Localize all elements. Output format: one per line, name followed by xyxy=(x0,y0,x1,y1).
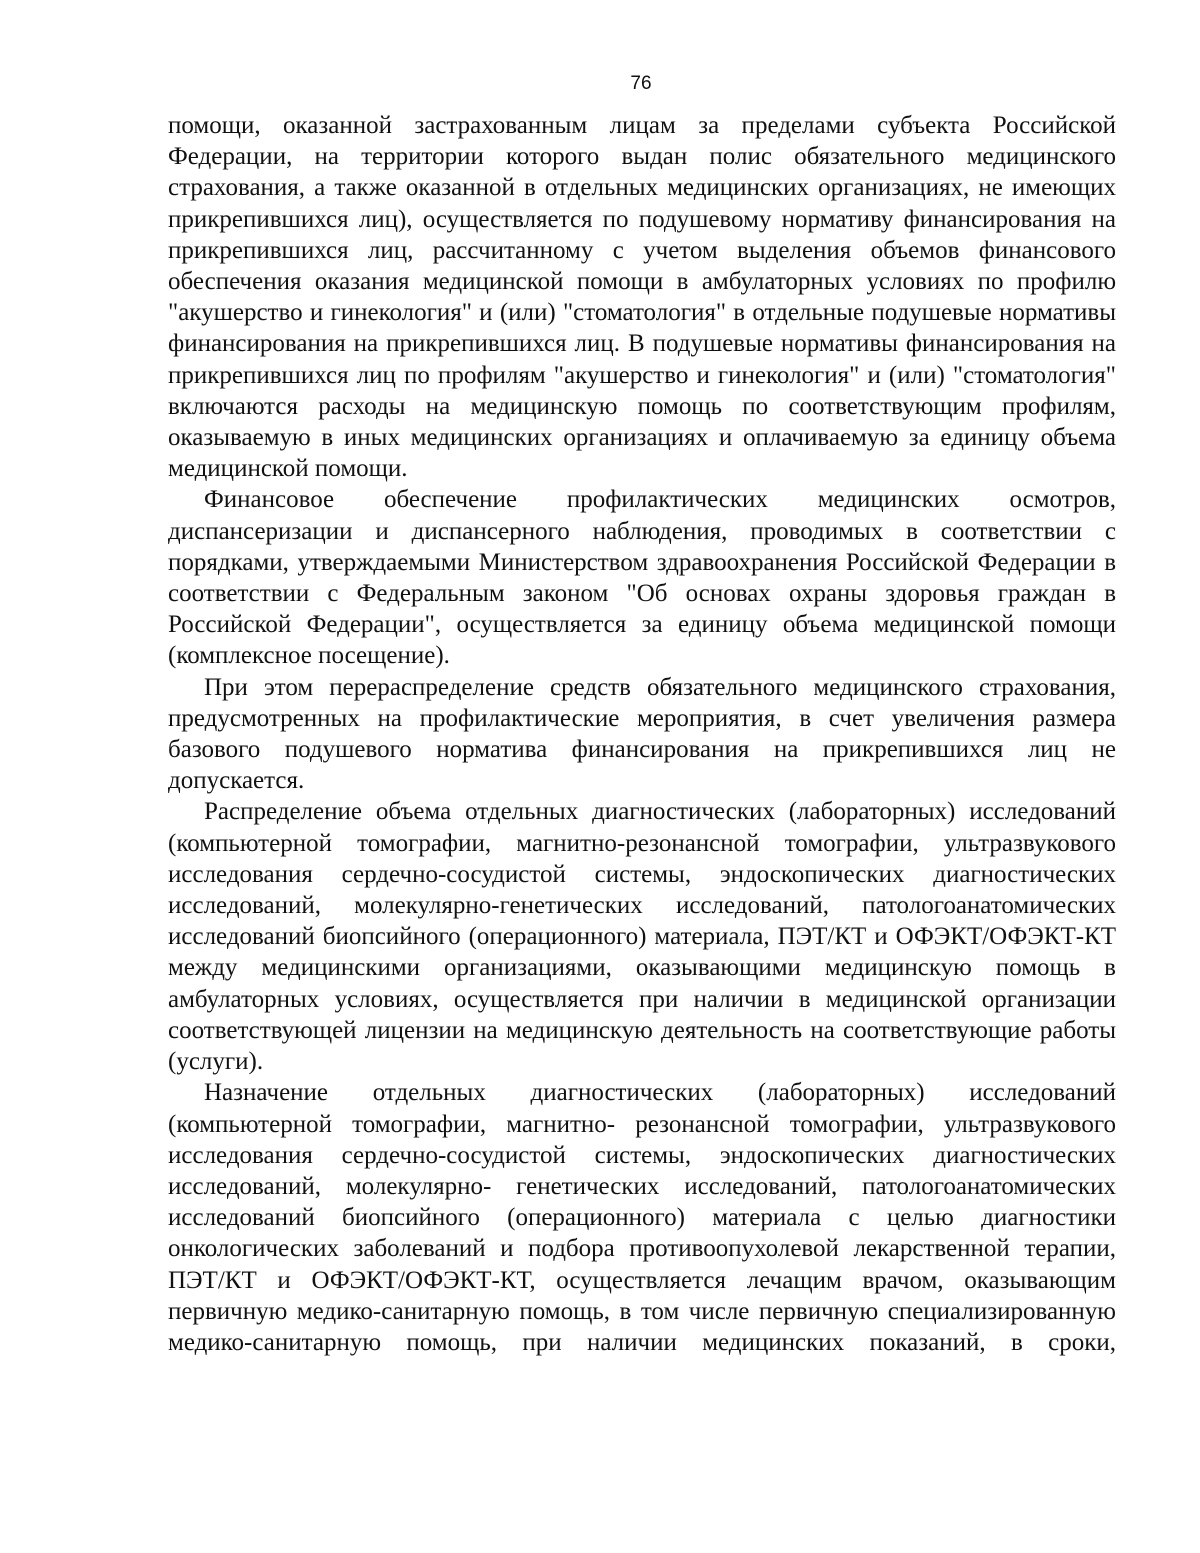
paragraph-preventive-exams-financing: Финансовое обеспечение профилактических медицинских осмотров, диспансеризации и диспансерного наблюдения, проводимых в соответствии с порядками, утверждаемыми Министерством здравоохранения Российской Федерации в соответствии с Федеральным законом "Об основах охраны здоровья граждан в Российской Федерации", осуществляется за единицу объема медицинской помощи (комплексное посещение). xyxy=(168,486,1116,670)
paragraph-redistribution-prohibition: При этом перераспределение средств обязательного медицинского страхования, предусмотренных на профилактические мероприятия, в счет увеличения размера базового подушевого норматива финансирования на прикрепившихся лиц не допускается. xyxy=(168,673,1116,795)
paragraph-diagnostic-prescription: Назначение отдельных диагностических (лабораторных) исследований (компьютерной томографии, магнитно- резонансной томографии, ультразвукового исследования сердечно-сосудистой системы, эндоскопических диагностических исследований, молекулярно- генетических исследований, патологоанатомических исследований биопсийного (операционного) материала с целью диагностики онкологических заболеваний и подбора противоопухолевой лекарственной терапии, ПЭТ/КТ и ОФЭКТ/ОФЭКТ-КТ, осуществляется лечащим врачом, оказывающим первичную медико-санитарную помощь, в том числе первичную специализированную медико-санитарную помощь, при наличии медицинских показаний, в сроки, xyxy=(168,1079,1116,1356)
document-body xyxy=(168,110,1116,1358)
page-number: 76 xyxy=(630,73,652,94)
paragraph-continued: помощи, оказанной застрахованным лицам за пределами субъекта Российской Федерации, на территории которого выдан полис обязательного медицинского страхования, а также оказанной в отдельных медицинских организациях, не имеющих прикрепившихся лиц), осуществляется по подушевому нормативу финансирования на прикрепившихся лиц, рассчитанному с учетом выделения объемов финансового обеспечения оказания медицинской помощи в амбулаторных условиях по профилю "акушерство и гинекология" и (или) "стоматология" в отдельные подушевые нормативы финансирования на прикрепившихся лиц. В подушевые нормативы финансирования на прикрепившихся лиц по профилям "акушерство и гинекология" и (или) "стоматология" включаются расходы на медицинскую помощь по соответствующим профилям, оказываемую в иных медицинских организациях и оплачиваемую за единицу объема медицинской помощи. xyxy=(168,112,1116,483)
paragraph-diagnostic-distribution: Распределение объема отдельных диагностических (лабораторных) исследований (компьютерной томографии, магнитно-резонансной томографии, ультразвукового исследования сердечно-сосудистой системы, эндоскопических диагностических исследований, молекулярно-генетических исследований, патологоанатомических исследований биопсийного (операционного) материала, ПЭТ/КТ и ОФЭКТ/ОФЭКТ-КТ между медицинскими организациями, оказывающими медицинскую помощь в амбулаторных условиях, осуществляется при наличии в медицинской организации соответствующей лицензии на медицинскую деятельность на соответствующие работы (услуги). xyxy=(168,798,1116,1076)
